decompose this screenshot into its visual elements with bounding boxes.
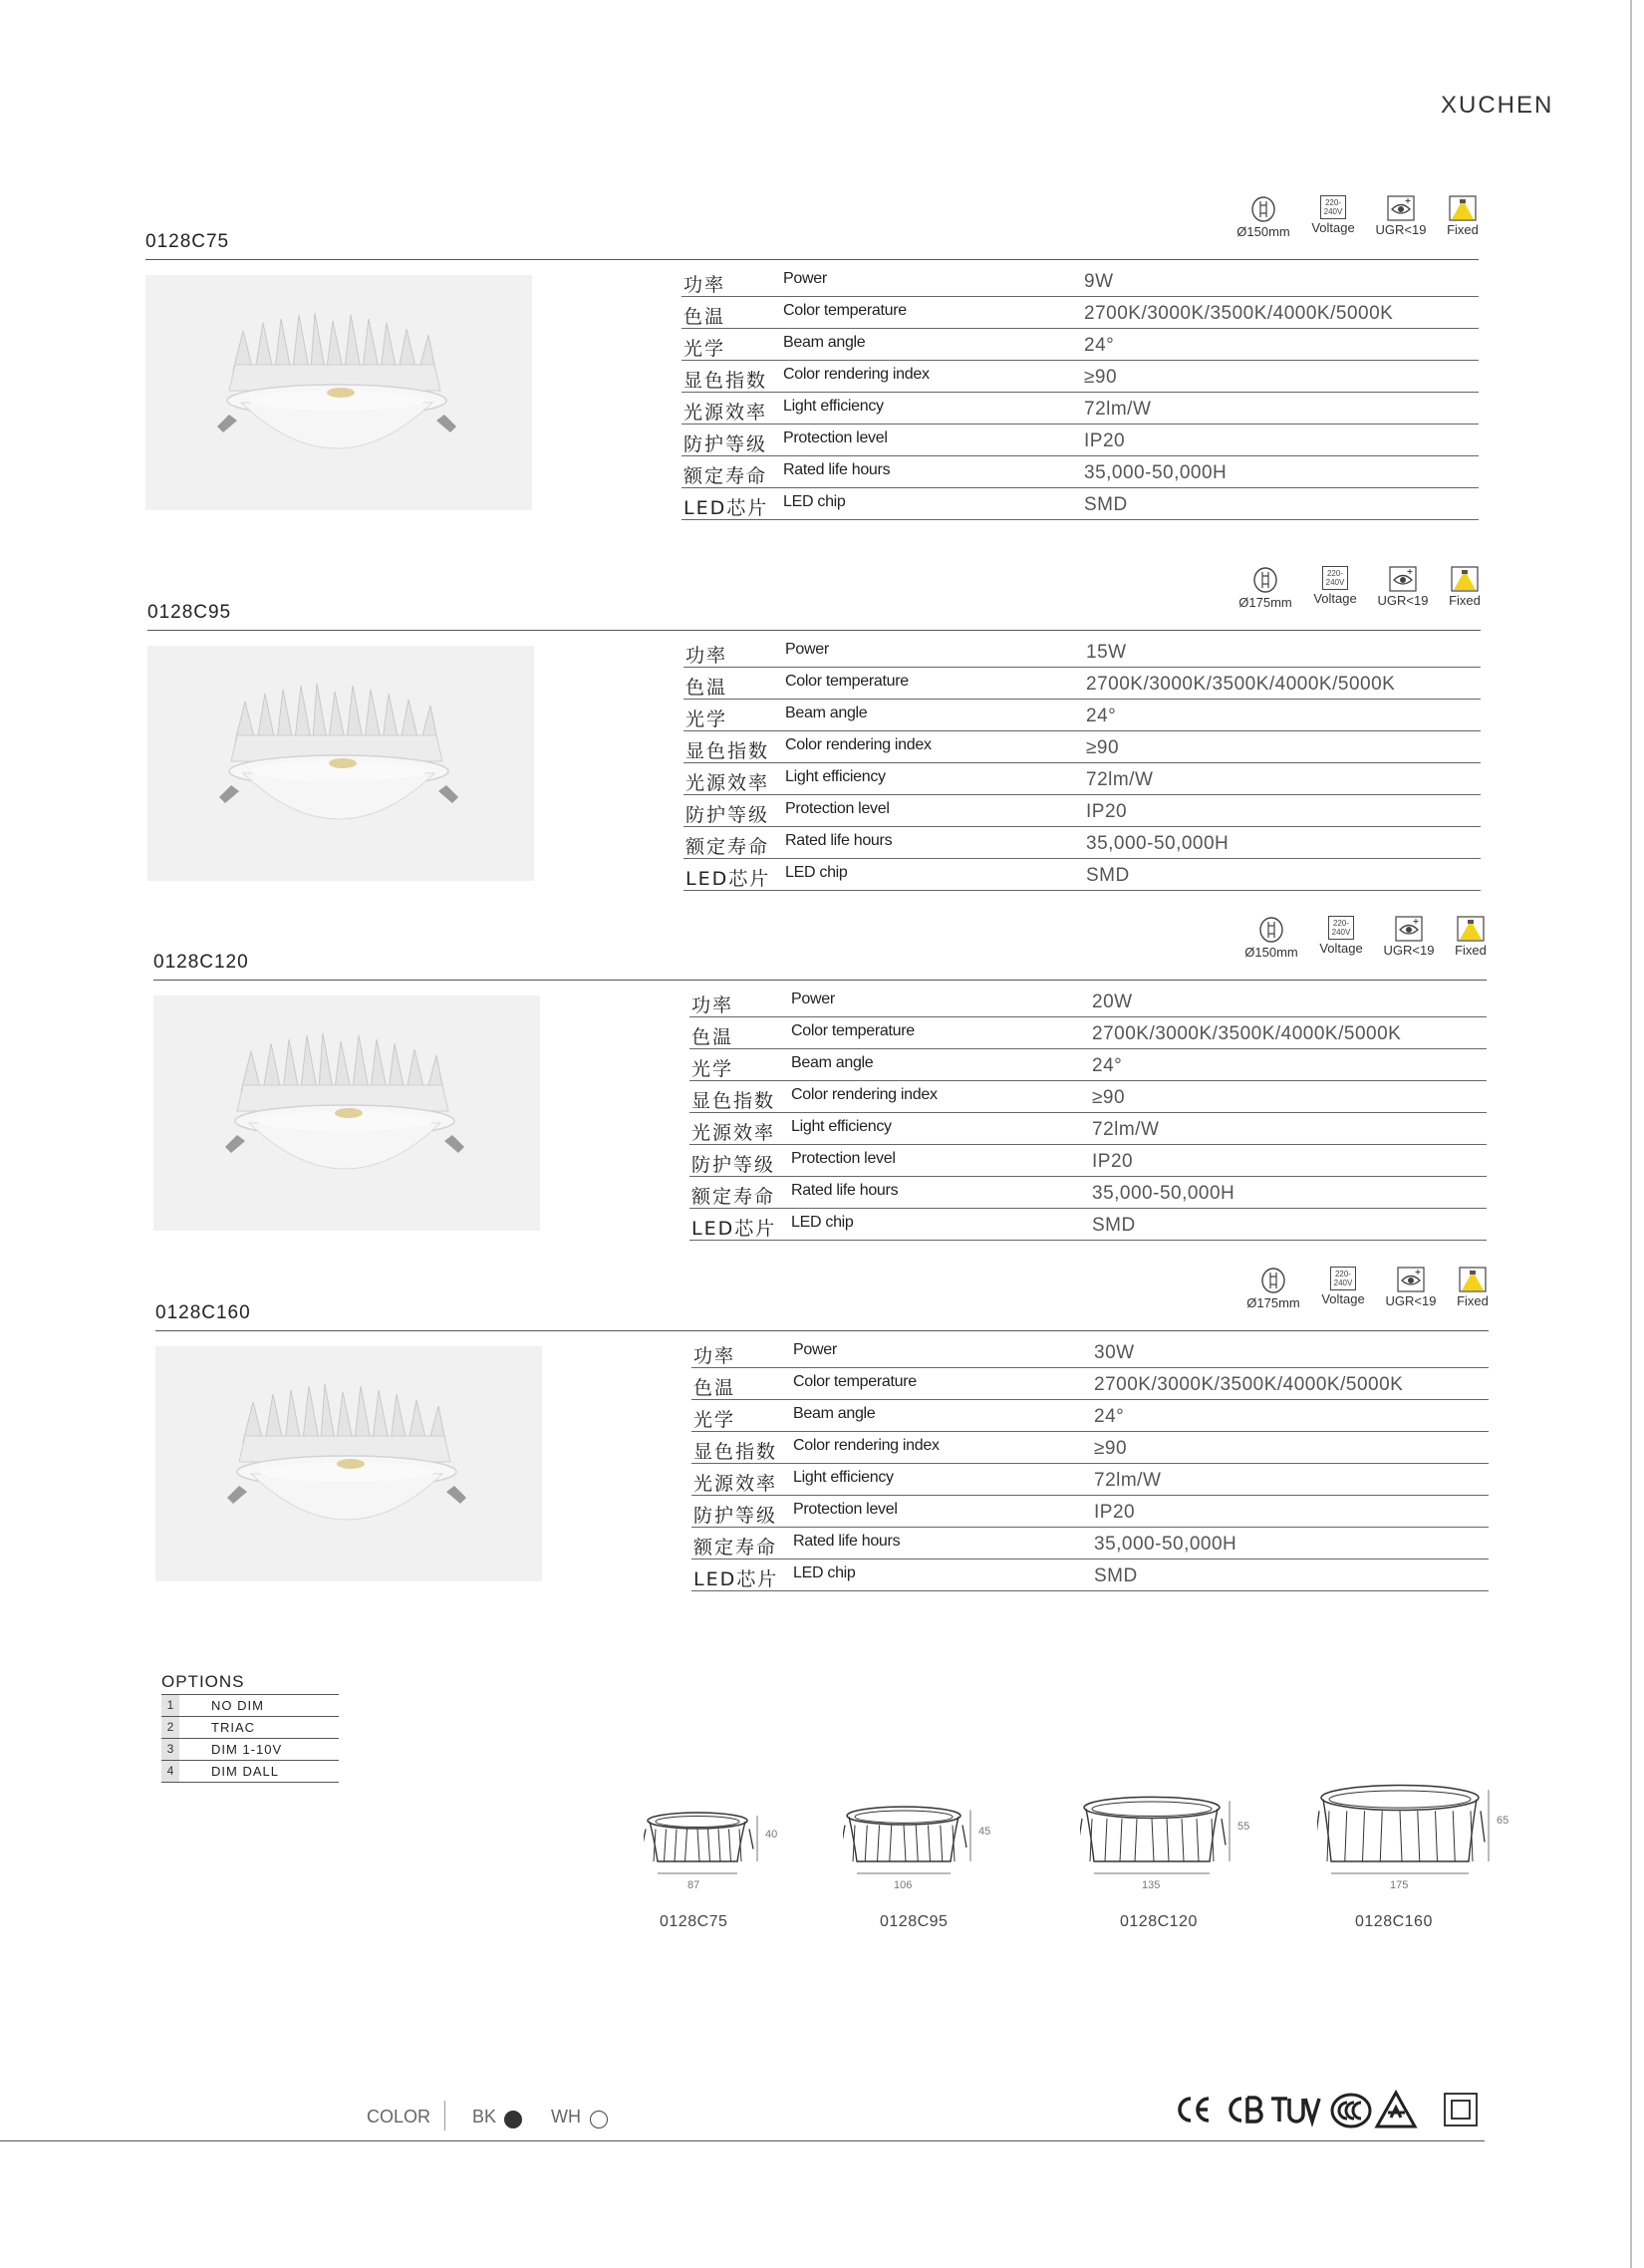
- cutout-label: Ø175mm: [1246, 1295, 1300, 1310]
- spec-row: [682, 425, 1479, 456]
- spec-label-cn: 色温: [691, 1026, 734, 1048]
- fixed-icon-group: [1443, 566, 1487, 608]
- spec-value: SMD: [1094, 1565, 1138, 1586]
- ce-mark-icon: [1180, 2099, 1209, 2121]
- spec-value: IP20: [1094, 1502, 1136, 1523]
- voltage-label: Voltage: [1311, 220, 1355, 235]
- spec-label-cn: 防护等级: [691, 1154, 776, 1176]
- footer-rule: [0, 2140, 1485, 2141]
- voltage-icon-group: [1315, 1267, 1371, 1306]
- spec-table: [684, 636, 1481, 891]
- spec-label-en: Rated life hours: [785, 832, 893, 849]
- option-number: 2: [161, 1717, 179, 1738]
- product-header-rule: [155, 1330, 1489, 1331]
- fixed-label: Fixed: [1449, 593, 1481, 608]
- spec-label-en: Color temperature: [791, 1022, 915, 1039]
- spec-label-cn: LED芯片: [691, 1218, 777, 1240]
- spec-row: [682, 488, 1479, 520]
- spec-row: [684, 700, 1481, 731]
- voltage-icon-group: [1305, 195, 1361, 235]
- spec-label-en: LED chip: [791, 1214, 854, 1231]
- spec-value: 35,000-50,000H: [1092, 1183, 1235, 1204]
- downlight-photo: [155, 1346, 542, 1581]
- certification-marks: [1172, 2089, 1483, 2132]
- product-code: 0128C160: [155, 1302, 251, 1323]
- spec-label-en: Color temperature: [785, 673, 909, 690]
- product-block: [147, 569, 1483, 891]
- spec-row: [682, 393, 1479, 425]
- spec-label-en: Color rendering index: [791, 1086, 938, 1103]
- spec-label-en: Power: [785, 641, 829, 658]
- spec-label-cn: 额定寿命: [691, 1186, 776, 1208]
- dimension-width: 175: [1390, 1879, 1409, 1891]
- product-block: [155, 1270, 1491, 1591]
- spec-label-en: Protection level: [785, 800, 890, 817]
- spec-row: [682, 329, 1479, 361]
- spec-label-cn: 光源效率: [691, 1122, 776, 1144]
- option-label: TRIAC: [211, 1720, 255, 1735]
- spec-row: [689, 986, 1487, 1017]
- spec-value: 35,000-50,000H: [1086, 833, 1230, 854]
- spec-label-en: Light efficiency: [783, 398, 884, 415]
- product-photo: [145, 275, 532, 510]
- spec-label-en: Protection level: [793, 1501, 898, 1518]
- spec-label-cn: 功率: [693, 1345, 736, 1367]
- spec-label-cn: 色温: [693, 1377, 736, 1399]
- spec-value: 20W: [1092, 992, 1133, 1012]
- spec-table: [691, 1336, 1489, 1591]
- spec-label-en: Beam angle: [793, 1405, 876, 1422]
- spec-label-cn: 功率: [684, 274, 726, 296]
- voltage-icon: 220-240V: [1322, 566, 1348, 590]
- spec-label-en: Rated life hours: [793, 1533, 901, 1550]
- spec-value: SMD: [1092, 1215, 1136, 1236]
- feature-icons: [1244, 916, 1489, 976]
- spec-label-cn: 额定寿命: [693, 1537, 778, 1559]
- option-label: DIM DALL: [211, 1764, 279, 1779]
- cutout-diameter-icon: [1260, 1267, 1286, 1294]
- spec-label-cn: 光学: [693, 1409, 736, 1431]
- spec-row: [684, 636, 1481, 668]
- spec-value: 24°: [1086, 706, 1117, 726]
- feature-icons: [1238, 566, 1483, 626]
- spec-value: 72lm/W: [1084, 399, 1152, 420]
- voltage-label: Voltage: [1321, 1291, 1365, 1306]
- feature-icons: [1246, 1267, 1491, 1326]
- spec-label-en: Color temperature: [783, 302, 907, 319]
- product-code: 0128C95: [147, 602, 232, 623]
- spec-value: 35,000-50,000H: [1094, 1534, 1237, 1555]
- spec-value: ≥90: [1086, 737, 1120, 758]
- option-number: 4: [161, 1761, 179, 1782]
- spec-label-en: Light efficiency: [793, 1469, 894, 1486]
- spec-label-en: Protection level: [791, 1150, 896, 1167]
- spec-label-en: Color rendering index: [793, 1437, 940, 1454]
- spec-value: IP20: [1092, 1151, 1134, 1172]
- spec-row: [691, 1559, 1489, 1591]
- spec-row: [689, 1113, 1487, 1145]
- spec-label-cn: 防护等级: [684, 433, 768, 455]
- ugr-icon-group: [1381, 916, 1437, 958]
- color-label: COLOR: [367, 2107, 431, 2126]
- saa-mark-icon: [1377, 2093, 1415, 2126]
- spec-value: 72lm/W: [1094, 1470, 1162, 1491]
- fixed-label: Fixed: [1455, 943, 1487, 958]
- spec-label-cn: 光学: [684, 338, 726, 360]
- ugr-label: UGR<19: [1385, 1293, 1437, 1308]
- spec-row: [684, 668, 1481, 700]
- fixed-label: Fixed: [1447, 222, 1479, 237]
- spec-row: [689, 1209, 1487, 1241]
- color-wh-label: WH: [551, 2107, 581, 2126]
- spec-label-cn: 防护等级: [693, 1505, 778, 1527]
- tuv-mark-icon: [1271, 2099, 1319, 2122]
- spec-value: 2700K/3000K/3500K/4000K/5000K: [1094, 1374, 1404, 1395]
- spec-value: 72lm/W: [1092, 1119, 1160, 1140]
- spec-label-en: Beam angle: [785, 705, 868, 721]
- spec-label-en: Rated life hours: [783, 461, 891, 478]
- spec-table: [682, 265, 1479, 520]
- spec-label-cn: LED芯片: [684, 497, 769, 519]
- voltage-label: Voltage: [1313, 591, 1357, 606]
- spec-label-en: Light efficiency: [791, 1118, 892, 1135]
- fixed-icon-group: [1451, 1267, 1495, 1308]
- spec-row: [682, 297, 1479, 329]
- spec-label-en: Color temperature: [793, 1373, 917, 1390]
- spec-label-cn: 额定寿命: [685, 836, 770, 858]
- spec-value: ≥90: [1084, 367, 1118, 388]
- spec-row: [682, 265, 1479, 297]
- dimension-height: 55: [1237, 1821, 1250, 1833]
- option-row: [161, 1717, 339, 1739]
- spec-label-en: LED chip: [793, 1564, 856, 1581]
- voltage-label: Voltage: [1319, 941, 1363, 956]
- spec-label-en: Color rendering index: [783, 366, 930, 383]
- options-title: OPTIONS: [161, 1672, 245, 1691]
- downlight-photo: [153, 995, 540, 1231]
- product-photo: [153, 995, 540, 1231]
- ugr-icon-group: [1383, 1267, 1439, 1308]
- spec-label-en: Color rendering index: [785, 736, 932, 753]
- product-header-rule: [153, 980, 1487, 981]
- spec-label-cn: 显色指数: [691, 1090, 776, 1112]
- dimension-width: 87: [687, 1879, 700, 1891]
- cutout-label: Ø175mm: [1238, 595, 1292, 610]
- fixed-beam-icon: [1449, 195, 1477, 221]
- spec-value: 24°: [1092, 1055, 1123, 1076]
- ugr-label: UGR<19: [1383, 943, 1435, 958]
- dimension-drawings: [0, 1754, 1644, 1953]
- voltage-icon: 220-240V: [1330, 1267, 1356, 1290]
- spec-label-cn: 色温: [685, 677, 728, 699]
- spec-label-en: Light efficiency: [785, 768, 886, 785]
- spec-value: 2700K/3000K/3500K/4000K/5000K: [1084, 303, 1394, 324]
- spec-table: [689, 986, 1487, 1241]
- spec-label-en: LED chip: [783, 493, 846, 510]
- spec-value: 30W: [1094, 1342, 1135, 1363]
- ugr-label: UGR<19: [1377, 593, 1429, 608]
- spec-label-en: Beam angle: [783, 334, 866, 351]
- dimension-width: 135: [1142, 1879, 1161, 1891]
- cutout-diameter-icon: [1250, 195, 1276, 223]
- spec-row: [682, 456, 1479, 488]
- cutout-icon-group: [1235, 195, 1291, 239]
- eye-icon: [1387, 195, 1415, 221]
- spec-label-en: Beam angle: [791, 1054, 874, 1071]
- eye-icon: [1389, 566, 1417, 592]
- cutout-label: Ø150mm: [1236, 224, 1290, 239]
- spec-label-en: LED chip: [785, 864, 848, 881]
- cutout-label: Ø150mm: [1244, 945, 1298, 960]
- spec-label-cn: 显色指数: [684, 370, 768, 392]
- spec-value: ≥90: [1092, 1087, 1126, 1108]
- fixed-beam-icon: [1459, 1267, 1487, 1292]
- downlight-photo: [145, 275, 532, 510]
- color-bk-label: BK: [472, 2107, 497, 2126]
- spec-row: [689, 1081, 1487, 1113]
- cutout-diameter-icon: [1252, 566, 1278, 594]
- option-label: NO DIM: [211, 1698, 264, 1713]
- spec-value: ≥90: [1094, 1438, 1128, 1459]
- feature-icons: [1236, 195, 1481, 255]
- spec-row: [691, 1528, 1489, 1559]
- spec-value: 15W: [1086, 642, 1127, 663]
- fixed-icon-group: [1441, 195, 1485, 237]
- spec-label-en: Power: [783, 270, 827, 287]
- option-number: 3: [161, 1739, 179, 1760]
- spec-label-cn: 光源效率: [685, 772, 770, 794]
- spec-row: [684, 763, 1481, 795]
- product-code: 0128C75: [145, 231, 230, 252]
- spec-row: [691, 1336, 1489, 1368]
- dimension-height: 65: [1497, 1815, 1509, 1827]
- dimension-height: 40: [765, 1829, 778, 1841]
- spec-value: 24°: [1094, 1406, 1125, 1427]
- color-wh-swatch: [590, 2111, 608, 2128]
- spec-label-cn: 光源效率: [684, 402, 768, 424]
- brand-name: XUCHEN: [1441, 92, 1554, 119]
- downlight-photo: [147, 646, 534, 881]
- cutout-icon-group: [1243, 916, 1299, 960]
- voltage-icon: 220-240V: [1320, 195, 1346, 219]
- spec-value: 2700K/3000K/3500K/4000K/5000K: [1092, 1023, 1402, 1044]
- voltage-icon-group: [1307, 566, 1363, 606]
- product-block: [145, 198, 1481, 520]
- spec-label-cn: 功率: [691, 994, 734, 1016]
- voltage-icon-group: [1313, 916, 1369, 956]
- spec-label-cn: 光学: [685, 709, 728, 730]
- cutout-diameter-icon: [1258, 916, 1284, 944]
- spec-label-cn: 显色指数: [685, 740, 770, 762]
- option-row: [161, 1695, 339, 1717]
- spec-row: [684, 827, 1481, 859]
- spec-row: [689, 1017, 1487, 1049]
- spec-row: [691, 1496, 1489, 1528]
- eye-icon: [1395, 916, 1423, 942]
- fixed-icon-group: [1449, 916, 1493, 958]
- spec-row: [691, 1464, 1489, 1496]
- spec-value: SMD: [1084, 494, 1128, 515]
- product-header-rule: [145, 259, 1479, 260]
- option-number: 1: [161, 1695, 179, 1716]
- spec-label-cn: 功率: [685, 645, 728, 667]
- eye-icon: [1397, 1267, 1425, 1292]
- fixed-beam-icon: [1451, 566, 1479, 592]
- spec-value: 24°: [1084, 335, 1115, 356]
- spec-label-en: Power: [791, 991, 835, 1007]
- ugr-label: UGR<19: [1375, 222, 1427, 237]
- spec-label-en: Protection level: [783, 429, 888, 446]
- spec-value: 72lm/W: [1086, 769, 1154, 790]
- spec-label-cn: LED芯片: [685, 868, 771, 890]
- color-bk-swatch: [504, 2111, 522, 2128]
- color-separator: [444, 2101, 445, 2130]
- voltage-icon: 220-240V: [1328, 916, 1354, 940]
- option-label: DIM 1-10V: [211, 1742, 283, 1757]
- spec-value: 9W: [1084, 271, 1114, 292]
- fixed-label: Fixed: [1457, 1293, 1489, 1308]
- spec-label-cn: 防护等级: [685, 804, 770, 826]
- spec-row: [689, 1177, 1487, 1209]
- product-block: [153, 919, 1489, 1241]
- spec-row: [684, 795, 1481, 827]
- spec-value: IP20: [1086, 801, 1128, 822]
- dimension-model-code: 0128C160: [1355, 1913, 1433, 1930]
- ccc-mark-icon: [1332, 2095, 1370, 2126]
- spec-row: [689, 1145, 1487, 1177]
- spec-label-cn: LED芯片: [693, 1568, 779, 1590]
- dimension-model-code: 0128C120: [1120, 1913, 1198, 1930]
- ugr-icon-group: [1373, 195, 1429, 237]
- spec-row: [682, 361, 1479, 393]
- spec-value: 35,000-50,000H: [1084, 462, 1228, 483]
- spec-label-cn: 额定寿命: [684, 465, 768, 487]
- spec-row: [684, 859, 1481, 891]
- cb-mark-icon: [1231, 2098, 1261, 2122]
- product-header-rule: [147, 630, 1481, 631]
- spec-row: [691, 1432, 1489, 1464]
- spec-row: [691, 1368, 1489, 1400]
- product-photo: [147, 646, 534, 881]
- dimension-height: 45: [978, 1826, 991, 1838]
- spec-value: SMD: [1086, 865, 1130, 886]
- dimension-width: 106: [894, 1879, 913, 1891]
- dimension-model-code: 0128C95: [880, 1913, 949, 1930]
- class-ii-mark-icon: [1445, 2094, 1477, 2126]
- spec-row: [684, 731, 1481, 763]
- cutout-icon-group: [1245, 1267, 1301, 1310]
- spec-label-cn: 显色指数: [693, 1441, 778, 1463]
- spec-value: 2700K/3000K/3500K/4000K/5000K: [1086, 674, 1396, 695]
- spec-value: IP20: [1084, 430, 1126, 451]
- product-code: 0128C120: [153, 952, 249, 973]
- cutout-icon-group: [1237, 566, 1293, 610]
- product-photo: [155, 1346, 542, 1581]
- spec-label-cn: 光源效率: [693, 1473, 778, 1495]
- ugr-icon-group: [1375, 566, 1431, 608]
- fixed-beam-icon: [1457, 916, 1485, 942]
- spec-label-en: Rated life hours: [791, 1182, 899, 1199]
- spec-row: [691, 1400, 1489, 1432]
- dimension-model-code: 0128C75: [660, 1913, 728, 1930]
- spec-label-cn: 光学: [691, 1058, 734, 1080]
- spec-label-cn: 色温: [684, 306, 726, 328]
- spec-row: [689, 1049, 1487, 1081]
- spec-label-en: Power: [793, 1341, 837, 1358]
